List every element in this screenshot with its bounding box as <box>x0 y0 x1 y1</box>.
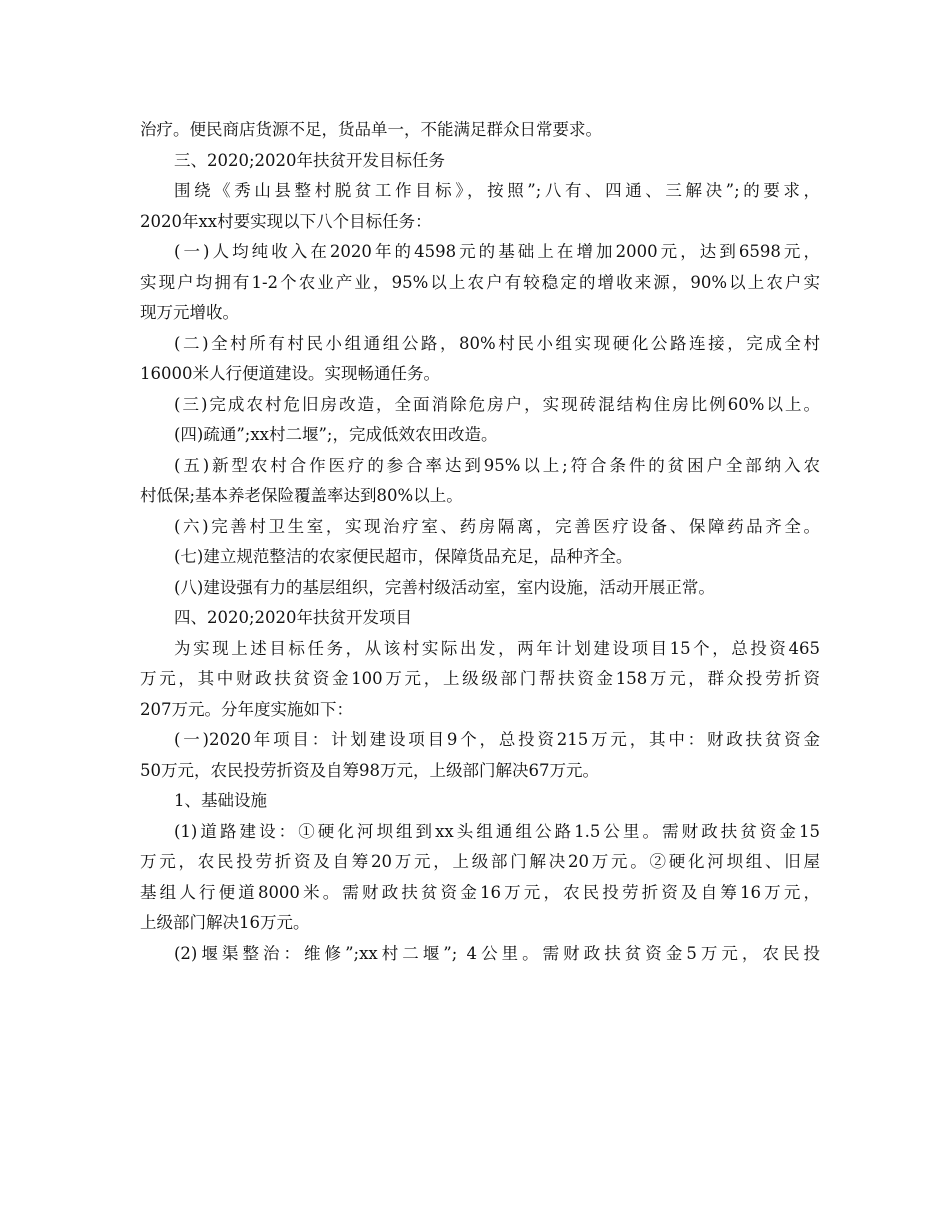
text-line: (五)新型农村合作医疗的参合率达到95%以上;符合条件的贫困户全部纳入农 <box>174 455 820 475</box>
text-line: (三)完成农村危旧房改造，全面消除危房户，实现砖混结构住房比例60%以上。 <box>174 394 820 414</box>
text-line: 50万元，农民投劳折资及自筹98万元，上级部门解决67万元。 <box>140 760 599 780</box>
text-line: (八)建设强有力的基层组织，完善村级活动室，室内设施，活动开展正常。 <box>174 577 715 597</box>
text-line: 实现户均拥有1-2个农业产业，95%以上农户有较稳定的增收来源，90%以上农户实 <box>140 272 820 292</box>
text-line: 16000米人行便道建设。实现畅通任务。 <box>140 364 440 383</box>
text-line: 基组人行便道8000米。需财政扶贫资金16万元，农民投劳折资及自筹16万元， <box>140 882 820 902</box>
text-line: 为实现上述目标任务，从该村实际出发，两年计划建设项目15个，总投资465 <box>174 638 820 658</box>
text-line: (二)全村所有村民小组通组公路，80%村民小组实现硬化公路连接，完成全村 <box>174 333 820 353</box>
text-line: 1、基础设施 <box>174 791 267 810</box>
text-line: 围绕《秀山县整村脱贫工作目标》，按照”;八有、四通、三解决”;的要求， <box>174 181 820 200</box>
text-line: 现万元增收。 <box>140 303 239 322</box>
text-line: (六)完善村卫生室，实现治疗室、药房隔离，完善医疗设备、保障药品齐全。 <box>174 516 820 536</box>
text-line: (一)人均纯收入在2020年的4598元的基础上在增加2000元，达到6598元， <box>174 242 820 261</box>
text-line: 三、2020;2020年扶贫开发目标任务 <box>174 150 446 170</box>
document-page <box>140 115 820 969</box>
text-line: (2)堰渠整治：维修”;xx村二堰”; 4公里。需财政扶贫资金5万元，农民投 <box>174 943 820 963</box>
text-line: 村低保;基本养老保险覆盖率达到80%以上。 <box>140 486 463 505</box>
text-line: 治疗。便民商店货源不足，货品单一，不能满足群众日常要求。 <box>140 120 602 139</box>
text-line: (一)2020年项目：计划建设项目9个，总投资215万元，其中：财政扶贫资金 <box>174 730 820 749</box>
text-line: 207万元。分年度实施如下： <box>140 699 353 719</box>
text-line: (四)疏通”;xx村二堰”;，完成低效农田改造。 <box>174 425 498 444</box>
text-line: 2020年xx村要实现以下八个目标任务： <box>140 211 432 231</box>
text-line: 上级部门解决16万元。 <box>140 913 310 932</box>
text-line: 万元，农民投劳折资及自筹20万元，上级部门解决20万元。②硬化河坝组、旧屋 <box>140 852 820 871</box>
text-line: 万元，其中财政扶贫资金100万元，上级级部门帮扶资金158万元，群众投劳折资 <box>140 669 820 688</box>
text-line: (1)道路建设：①硬化河坝组到xx头组通组公路1.5公里。需财政扶贫资金15 <box>174 821 820 841</box>
text-line: 四、2020;2020年扶贫开发项目 <box>174 608 413 627</box>
text-line: (七)建立规范整洁的农家便民超市，保障货品充足，品种齐全。 <box>174 547 633 566</box>
